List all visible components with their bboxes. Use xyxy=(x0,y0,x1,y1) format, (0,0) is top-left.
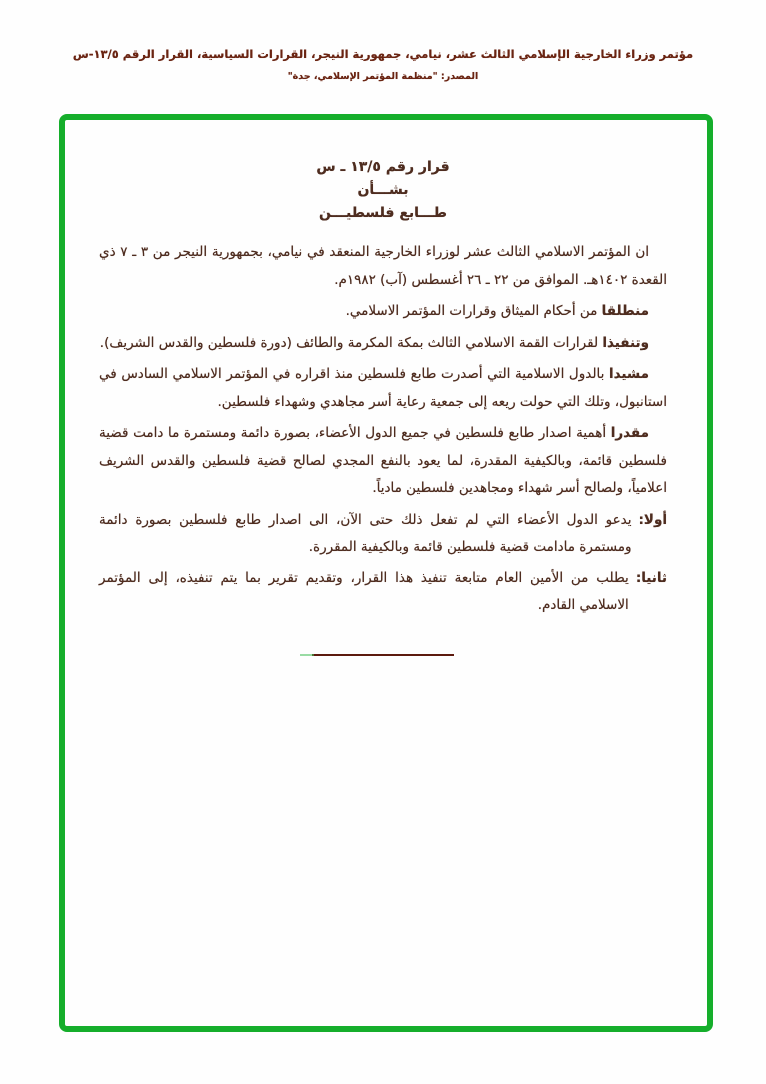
decree-title-number: قرار رقم ١٣/٥ ـ س xyxy=(316,159,450,175)
clause-text: يطلب من الأمين العام متابعة تنفيذ هذا القرار، وتقديم تقرير بما يتم تنفيذه، إلى المؤتمر الاسلامي القادم. xyxy=(99,569,629,613)
paragraph-text: ان المؤتمر الاسلامي الثالث عشر لوزراء الخارجية المنعقد في نيامي، بجمهورية النيجر من ٣ ـ ٧ ذي القعدة ١٤٠٢هـ. الموافق من ٢٢ ـ ٢٦ أغسطس (آب) ١٩٨٢م. xyxy=(99,244,667,288)
clause-label: ثانيا: xyxy=(635,569,667,586)
paragraph-text: لقرارات القمة الاسلامي الثالث بمكة المكرمة والطائف (دورة فلسطين والقدس الشريف). xyxy=(99,334,603,351)
paragraph-lead: وتنفيذا xyxy=(602,334,649,351)
clause-label: أولا: xyxy=(638,511,667,528)
document-header xyxy=(40,47,726,82)
paragraph-text: أهمية اصدار طابع فلسطين في جميع الدول الأعضاء، بصورة دائمة ومستمرة ما دامت قضية فلسطين قائمة، وبالكيفية المقدرة، لما يعود بالنفع المجدي لصالح قضية فلسطين والقدس الشريف اعلامياً، ولصالح أسر شهداء ومجاهدين فلسطين مادياً. xyxy=(99,425,667,496)
paragraph-lead: منطلقا xyxy=(601,303,649,319)
header-source: المصدر: "منظمة المؤتمر الإسلامي، جدة" xyxy=(287,71,479,82)
preamble-paragraph-3 xyxy=(99,330,667,358)
separator-line xyxy=(312,654,454,656)
header-citation: مؤتمر وزراء الخارجية الإسلامي الثالث عشر، نيامي، جمهورية النيجر، القرارات السياسية، القرار الرقم ١٣/٥-س xyxy=(72,47,694,61)
decree-content xyxy=(65,120,707,1026)
decree-title xyxy=(99,156,667,225)
green-border-frame xyxy=(59,114,713,1032)
decree-title-regarding: بشـــأن xyxy=(357,182,409,198)
preamble-paragraph-4 xyxy=(99,361,667,416)
operative-clause-2 xyxy=(99,565,667,620)
decree-title-subject: طـــابع فلسطيـــن xyxy=(319,205,447,221)
preamble-paragraph-2 xyxy=(99,298,667,326)
preamble-paragraph-1 xyxy=(99,239,667,294)
paragraph-lead: مشيدا xyxy=(608,366,649,382)
paragraph-text: بالدول الاسلامية التي أصدرت طابع فلسطين منذ اقراره في المؤتمر الاسلامي السادس في استانبول، وتلك التي حولت ريعه إلى جمعية رعاية أسر مجاهدي وشهداء فلسطين. xyxy=(99,366,667,410)
operative-clause-1 xyxy=(99,507,667,562)
clause-text: يدعو الدول الأعضاء التي لم تفعل ذلك حتى الآن، الى اصدار طابع فلسطين بصورة دائمة ومستمرة مادامت قضية فلسطين قائمة وبالكيفية المقررة. xyxy=(99,511,632,555)
paragraph-lead: مقدرا xyxy=(610,425,649,441)
paragraph-text: من أحكام الميثاق وقرارات المؤتمر الاسلامي. xyxy=(345,303,602,319)
preamble-paragraph-5 xyxy=(99,420,667,503)
